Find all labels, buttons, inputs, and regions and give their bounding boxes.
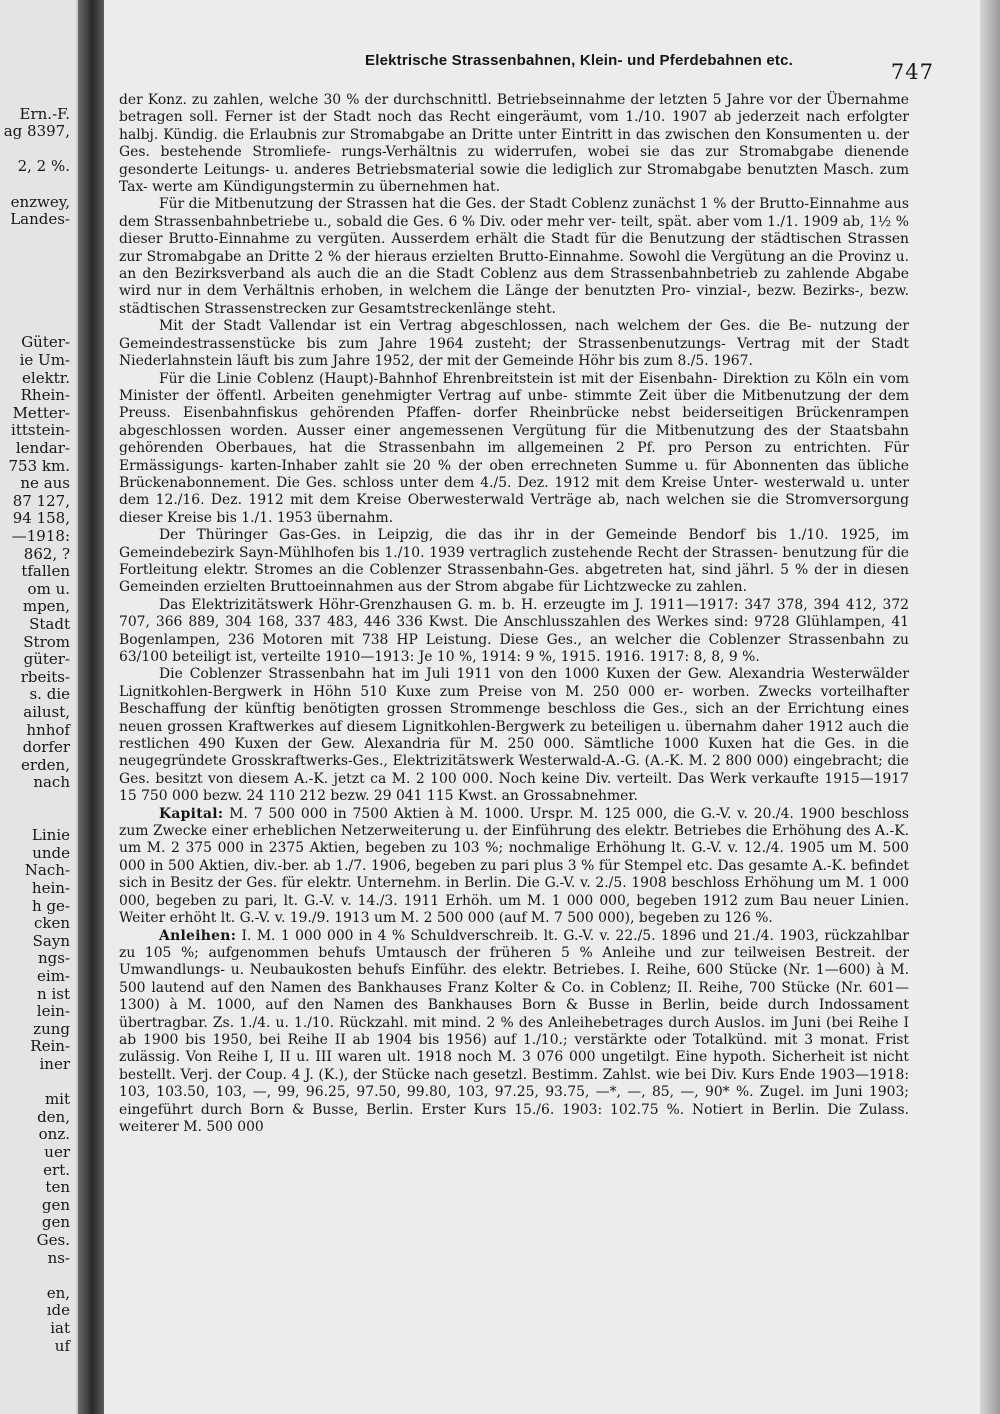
left-margin-fragment: uer xyxy=(44,1143,70,1161)
paragraph-ehrenbreitstein-line: Für die Linie Coblenz (Haupt)-Bahnhof Ehrenbreitstein ist mit der Eisenbahn- Direktion zu Köln ein vom Minister der öffentl. Arbeiten genehmigter Vertrag auf unbe- stimmte Zeit über die Mitbenutzung der dem Preuss. Eisenbahnfiskus gehörenden Pfaffen- dorfer Rheinbrücke nebst beiderseitigen Brückenrampen abgeschlossen worden. Ausser einer angemessenen Vergütung für die Mitbenutzung des der Staatsbahn gehörenden Oberbaues, hat die Strassenbahn im allgemeinen 2 Pf. pro Person zu entrichten. Für Ermässigungs- karten-Inhaber zahlt sie 20 % der oben errechneten Summe u. für Abonnenten das übliche Brückenabonnement. Die Ges. schloss unter dem 4./5. Dez. 1912 mit dem Kreise Unter- westerwald u. unter dem 12./16. Dez. 1912 mit dem Kreise Oberwesterwald Verträge ab, nach welchen sie die Stromversorgung dieser Kreise bis 1./1. 1953 übernahm. xyxy=(119,370,909,526)
page-number: 747 xyxy=(890,60,934,84)
main-page xyxy=(104,0,1000,1414)
left-margin-fragment: 862, ? xyxy=(23,544,70,563)
left-margin-fragment: tfallen xyxy=(21,562,70,581)
left-margin-fragment: Strom xyxy=(23,632,70,651)
left-margin-fragment: 2, 2 %. xyxy=(17,157,70,176)
left-margin-fragment: Metter- xyxy=(12,403,70,422)
paragraph-kapital xyxy=(119,806,909,928)
left-margin-fragment: mpen, xyxy=(22,597,70,616)
left-margin-fragment: eim- xyxy=(37,967,70,985)
left-margin-fragment: —1918: xyxy=(11,527,70,545)
left-margin-fragment: elektr. xyxy=(22,368,70,387)
paragraph-elektrizitaetswerk: Das Elektrizitätswerk Höhr-Grenzhausen G. m. b. H. erzeugte im J. 1911—1917: 347 378, 394 412, 372 707, 366 889, 304 168, 337 483, 446 336 Kwst. Die Anschlusszahlen des Werkes sind: 9728 Glühlampen, 41 Bogenlampen, 236 Motoren mit 738 HP Leistung. Diese Ges., an welcher die Coblenzer Strassenbahn zu 63/100 beteiligt ist, verteilte 1910—1913: Je 10 %, 1914: 9 %, 1915. 1916. 1917: 8, 8, 9 %. xyxy=(119,596,909,665)
left-margin-fragment: ittstein- xyxy=(11,421,70,440)
left-margin-fragment: ert. xyxy=(43,1160,70,1179)
left-margin-fragment: om u. xyxy=(27,579,70,598)
left-margin-fragment: lendar- xyxy=(15,439,70,457)
left-margin-fragment: h ge- xyxy=(32,896,70,915)
left-margin-fragment: nach xyxy=(33,773,70,792)
left-margin-fragment: Stadt xyxy=(29,615,70,633)
anleihen-text: I. M. 1 000 000 in 4 % Schuldverschreib. lt. G.-V. v. 22./5. 1896 und 21./4. 1903, rückzahlbar zu 105 %; aufgenommen behufs Umtausch der früheren 5 % Anleihe und zur teilweisen Bestreit. der Umwandlungs- u. Neubaukosten behufs Einführ. des elektr. Betriebes. I. Reihe, 600 Stücke (Nr. 1—600) à M. 500 lautend auf den Namen des Bankhauses Franz Kolter & Co. in Coblenz; II. Reihe, 700 Stücke (Nr. 601—1300) à M. 1000, auf den Namen des Bankhauses Born & Busse in Berlin, beide durch Indossament übertragbar. Zs. 1./4. u. 1./10. Rückzahl. mit mind. 2 % des Anleihebetrages durch Auslos. im Juni (bei Reihe I ab 1900 bis 1950, bei Reihe II ab 1904 bis 1956) auf 1./10.; verstärkte oder Totalkünd. mit 3 monat. Frist zulässig. Von Reihe I, II u. III waren ult. 1918 noch M. 3 076 000 ungetilgt. Eine hypoth. Sicherheit ist nicht bestellt. Verj. der Coup. 4 J. (K.), der Stücke nach gesetzl. Bestimm. Zahlst. wie bei Div. Kurs Ende 1903—1918: 103, 103.50, 103, —, 99, 96.25, 97.50, 99.80, 103, 97.25, 93.75, —*, —, 85, —, 90* %. Zugel. im Juni 1903; eingeführt durch Born & Busse, Berlin. Erster Kurs 15./6. 1903: 102.75 %. Notiert in Berlin. Die Zulass. weiterer M. 500 000 xyxy=(119,927,909,1135)
left-margin-fragment: ns- xyxy=(47,1248,70,1267)
left-margin-fragment: Ern.-F. xyxy=(19,104,70,123)
left-margin-fragment: zung xyxy=(33,1019,70,1038)
left-margin-fragment: 87 127, xyxy=(12,491,70,510)
left-margin-fragment: rbeits- xyxy=(20,667,70,686)
page-edge-shadow xyxy=(980,0,1000,1414)
left-margin-fragment: den, xyxy=(37,1107,70,1126)
left-margin-fragment: uf xyxy=(54,1336,70,1355)
left-margin-fragment: Nach- xyxy=(24,861,70,880)
kapital-label: Kapital: xyxy=(159,805,224,822)
left-margin-fragment: onz. xyxy=(38,1125,70,1144)
left-margin-fragment: ie Um- xyxy=(19,351,70,369)
left-margin-fragment: dorfer xyxy=(22,738,70,757)
left-margin-fragment: ne aus xyxy=(20,474,70,493)
left-margin-fragment: hein- xyxy=(31,879,70,897)
body-text xyxy=(119,92,909,1136)
paragraph-vallendar-contract: Mit der Stadt Vallendar ist ein Vertrag abgeschlossen, nach welchem der Ges. die Be- nutzung der Gemeindestrassenstücke bis zum Jahre 1964 zusteht; der Strassenbenutzungs- Vertrag mit der Stadt Niederlahnstein läuft bis zum Jahre 1952, der mit der Gemeinde Höhr bis zum 8./5. 1967. xyxy=(119,318,909,370)
left-margin-fragment: Rein- xyxy=(30,1037,70,1056)
left-margin-fragment: erden, xyxy=(21,755,70,774)
left-margin-fragment: s. die xyxy=(29,685,70,704)
left-margin-fragment: güter- xyxy=(23,650,70,669)
left-margin-fragment: enzwey, xyxy=(10,192,70,211)
anleihen-label: Anleihen: xyxy=(159,927,237,944)
book-gutter xyxy=(78,0,104,1414)
paragraph-thueringer-gas: Der Thüringer Gas-Ges. in Leipzig, die das ihr in der Gemeinde Bendorf bis 1./10. 1925, im Gemeindebezirk Sayn-Mühlhofen bis 1./10. 1939 vertraglich zustehende Recht der Strassen- benutzung für die Fortleitung elektr. Stromes an die Coblenzer Strassenbahn-Ges. abgetreten hat, sind jährl. 5 % der in diesen Gemeinden erzielten Bruttoeinnahmen aus der Strom abgabe für Lichtzwecke zu zahlen. xyxy=(119,527,909,596)
paragraph-kuxe: Die Coblenzer Strassenbahn hat im Juli 1911 von den 1000 Kuxen der Gew. Alexandria Westerwälder Lignitkohlen-Bergwerk in Höhn 510 Kuxe zum Preise von M. 250 000 er- worben. Zwecks vorteilhafter Beschaffung der künftig benötigten grossen Strommenge beschloss die Ges., sich an der Errichtung eines neuen grossen Kraftwerkes auf diesem Lignitkohlen-Bergwerk zu beteiligen u. übernahm daher 1912 auch die restlichen 490 Kuxen der Gew. Alexandria für M. 250 000. Sämtliche 1000 Kuxen hat die Ges. in die neugegründete Grosskraftwerks-Ges., Elektrizitätswerk Westerwald-A.-G. (A.-K. M. 2 800 000) eingebracht; die Ges. besitzt von diesem A.-K. jetzt ca M. 2 100 000. Noch keine Div. verteilt. Das Werk verkaufte 1915—1917 15 750 000 bezw. 24 110 212 bezw. 29 041 115 Kwst. an Grossabnehmer. xyxy=(119,666,909,805)
left-margin-fragment: iat xyxy=(50,1319,70,1337)
kapital-text: M. 7 500 000 in 7500 Aktien à M. 1000. Urspr. M. 125 000, die G.-V. v. 20./4. 1900 beschloss zum Zwecke einer erheblichen Netzerweiterung u. der Einführung des elektr. Betriebes die Erhöhung des A.-K. um M. 2 375 000 in 2375 Aktien, begeben zu 103 %; nochmalige Erhöhung lt. G.-V. v. 12./4. 1905 um M. 500 000 in 500 Aktien, div.-ber. ab 1./7. 1906, begeben zu pari plus 3 % für Stempel etc. Das gesamte A.-K. befindet sich in Besitz der Ges. für elektr. Unternehm. in Berlin. Die G.-V. v. 2./5. 1908 beschloss Erhöhung um M. 1 000 000, begeben zu pari, lt. G.-V. v. 14./3. 1911 Erhöh. um M. 1 000 000, begeben 1912 zum Bau neuer Linien. Weiter erhöht lt. G.-V. v. 19./9. 1913 um M. 2 500 000 (auf M. 7 500 000), begeben zu 126 %. xyxy=(119,805,909,927)
left-margin-fragment: Linie xyxy=(31,826,70,845)
left-margin-fragment: Ges. xyxy=(36,1231,70,1249)
paragraph-anleihen xyxy=(119,928,909,1137)
left-margin-fragment: Rhein- xyxy=(20,386,70,405)
left-margin-fragment: mit xyxy=(44,1090,70,1109)
paragraph-concession: der Konz. zu zahlen, welche 30 % der durchschnittl. Betriebseinnahme der letzten 5 Jahre vor der Übernahme betragen soll. Ferner ist der Stadt noch das Recht eingeräumt, vom 1./10. 1907 ab jederzeit nach erfolgter halbj. Kündig. die Erlaubnis zur Stromabgabe an Dritte unter Eintritt in das zwischen den Konsumenten u. der Ges. bestehende Stromliefe- rungs-Verhältnis zu widerrufen, wobei sie das zur Stromabgabe dienende gesonderte Leitungs- u. anderes Betriebsmaterial sowie die lediglich zur Stromabgabe benutzten Masch. zum Tax- werte am Kündigungstermin zu übernehmen hat. xyxy=(119,92,909,196)
left-margin-fragment: cken xyxy=(33,914,70,933)
left-margin-fragment: ag 8397, xyxy=(3,122,70,141)
left-margin-fragment: Güter- xyxy=(21,333,70,352)
paragraph-street-usage: Für die Mitbenutzung der Strassen hat die Ges. der Stadt Coblenz zunächst 1 % der Brutto-Einnahme aus dem Strassenbahnbetriebe u., sobald die Ges. 6 % Div. oder mehr ver- teilt, spät. aber vom 1./1. 1909 ab, 1½ % dieser Brutto-Einnahme zu vergüten. Ausserdem erhält die Stadt für die Benutzung der städtischen Strassen zur Stromabgabe an Dritte 2 % der hieraus erzielten Brutto-Einnahme. Sowohl die Vergütung an die Provinz u. an den Bezirksverband als auch die an die Stadt Coblenz aus dem Strassenbahnbetrieb zu zahlende Abgabe wird nur in dem Verhältnis erhoben, in welchem die Länge der benutzten Pro- vinzial-, bezw. Bezirks-, bezw. städtischen Strassenstrecken zur Gesamtstreckenlänge steht. xyxy=(119,196,909,317)
left-margin-fragment: hnhof xyxy=(26,720,70,739)
left-margin-fragment: Landes- xyxy=(10,210,70,229)
left-margin-fragment: ıde xyxy=(46,1301,70,1320)
running-header: Elektrische Strassenbahnen, Klein- und Pferdebahnen etc. xyxy=(365,52,793,69)
left-margin-fragment: en, xyxy=(46,1283,70,1302)
left-margin-fragment: 94 158, xyxy=(12,509,70,528)
left-margin-fragment: ten xyxy=(45,1178,70,1197)
left-margin-fragment: Sayn xyxy=(32,931,70,950)
left-margin-fragment: n ist xyxy=(37,984,70,1003)
left-margin-fragment: 753 km. xyxy=(8,456,70,475)
left-page-fragment xyxy=(0,0,78,1414)
left-margin-fragment: iner xyxy=(39,1055,70,1073)
left-margin-fragment: gen xyxy=(41,1195,70,1214)
left-margin-fragment: unde xyxy=(32,843,70,862)
left-margin-fragment: ngs- xyxy=(37,949,70,968)
left-margin-fragment: ailust, xyxy=(23,703,70,721)
left-margin-fragment: gen xyxy=(41,1213,70,1232)
left-margin-fragment: lein- xyxy=(36,1002,70,1021)
